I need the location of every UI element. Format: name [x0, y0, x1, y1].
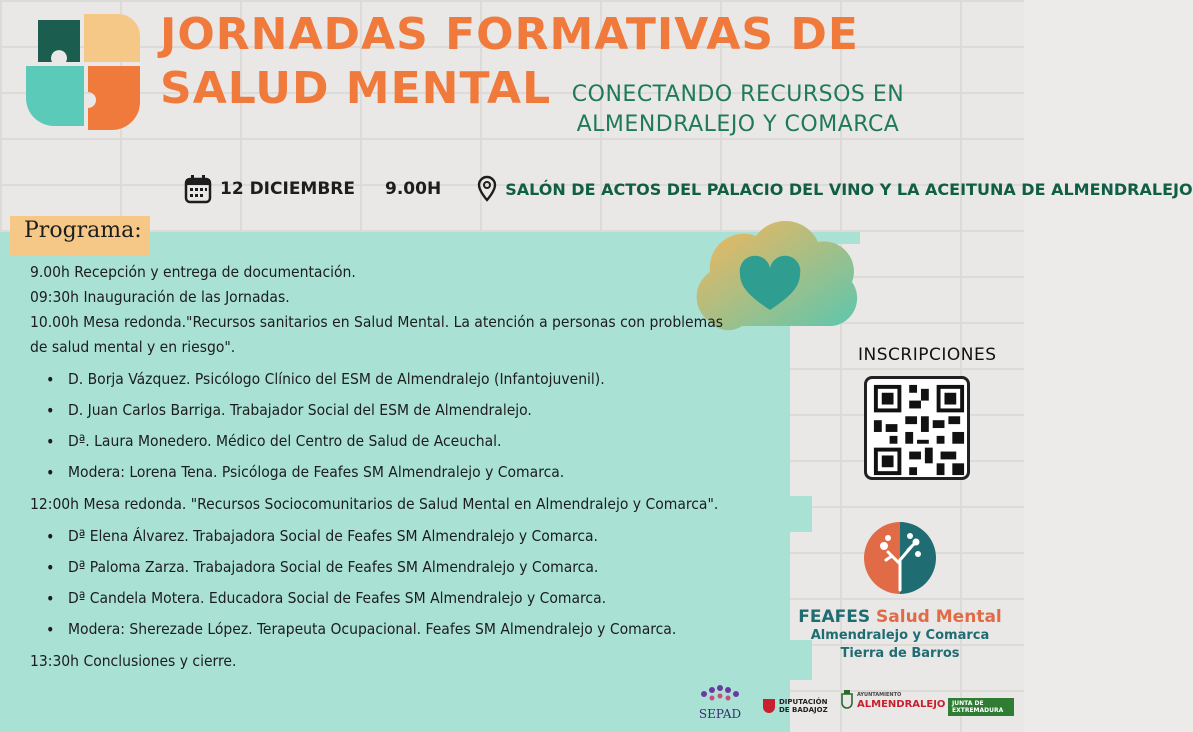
ayuntamiento-logo — [840, 690, 945, 710]
event-date: 12 DICIEMBRE — [220, 179, 356, 199]
sepad-label: SEPAD — [698, 707, 742, 721]
panel-1-list — [30, 364, 760, 488]
feafes-logo-block — [790, 520, 1010, 663]
sepad-dots-icon — [698, 684, 742, 704]
ayuntamiento-line1: AYUNTAMIENTO — [857, 692, 902, 698]
feafes-tree-logo — [862, 520, 938, 596]
junta-logo — [948, 698, 1014, 716]
qr-code-icon — [867, 379, 971, 481]
subtitle-line-1: CONECTANDO RECURSOS EN — [571, 82, 905, 107]
subtitle-line-2: ALMENDRALEJO Y COMARCA — [576, 112, 900, 137]
diputacion-line1: DIPUTACIÓN — [779, 698, 828, 706]
sepad-logo — [690, 684, 750, 720]
list-item: • Modera: Lorena Tena. Psicóloga de Feafes SM Almendralejo y Comarca. — [68, 457, 760, 488]
organizer-name-part1: FEAFES — [798, 607, 871, 627]
program-content — [30, 260, 760, 674]
calendar-icon — [184, 174, 212, 204]
ayuntamiento-crest-icon — [840, 690, 854, 710]
panel-2-list — [30, 521, 760, 645]
event-location: SALÓN DE ACTOS DEL PALACIO DEL VINO Y LA ACEITUNA DE ALMENDRALEJO — [505, 179, 1193, 199]
ayuntamiento-line2: ALMENDRALEJO — [857, 699, 946, 710]
list-item: • Dª Candela Motera. Educadora Social de Feafes SM Almendralejo y Comarca. — [68, 583, 760, 614]
program-item: 13:30h Conclusiones y cierre. — [30, 652, 237, 670]
organizer-line2: Almendralejo y Comarca — [810, 628, 990, 643]
organizer-name — [790, 607, 1010, 627]
program-label: Programa: — [24, 218, 142, 243]
location-pin-icon — [477, 175, 497, 203]
program-item: 9.00h Recepción y entrega de documentación. — [30, 263, 356, 281]
list-item: • Modera: Sherezade López. Terapeuta Ocupacional. Feafes SM Almendralejo y Comarca. — [68, 614, 760, 645]
diputacion-line2: DE BADAJOZ — [779, 706, 828, 714]
list-item: • Dª. Laura Monedero. Médico del Centro de Salud de Aceuchal. — [68, 426, 760, 457]
diputacion-logo — [762, 698, 828, 714]
diputacion-shield-icon — [762, 698, 776, 714]
title-line-1: JORNADAS FORMATIVAS DE — [160, 9, 859, 60]
organizer-name-part2: Salud Mental — [876, 607, 1002, 627]
list-item: • D. Borja Vázquez. Psicólogo Clínico del ESM de Almendralejo (Infantojuvenil). — [68, 364, 760, 395]
event-info-bar — [184, 174, 1193, 204]
qr-code[interactable] — [864, 376, 970, 480]
event-subtitle — [548, 80, 928, 140]
puzzle-brain-logo — [18, 8, 148, 138]
program-item: 12:00h Mesa redonda. "Recursos Sociocomunitarios de Salud Mental en Almendralejo y Comarca". — [30, 495, 719, 513]
title-line-2: SALUD MENTAL — [160, 63, 552, 114]
sponsor-logos — [690, 684, 1020, 728]
list-item: • D. Juan Carlos Barriga. Trabajador Social del ESM de Almendralejo. — [68, 395, 760, 426]
program-item: 10.00h Mesa redonda."Recursos sanitarios en Salud Mental. La atención a personas con problemas de salud mental y en riesgo". — [30, 313, 724, 356]
list-item: • Dª Paloma Zarza. Trabajadora Social de Feafes SM Almendralejo y Comarca. — [68, 552, 760, 583]
program-item: 09:30h Inauguración de las Jornadas. — [30, 288, 290, 306]
list-item: • Dª Elena Álvarez. Trabajadora Social de Feafes SM Almendralejo y Comarca. — [68, 521, 760, 552]
junta-label: JUNTA DE EXTREMADURA — [948, 698, 1014, 716]
organizer-line3: Tierra de Barros — [840, 646, 960, 661]
event-time: 9.00H — [385, 179, 442, 199]
registration-label: INSCRIPCIONES — [858, 345, 997, 365]
